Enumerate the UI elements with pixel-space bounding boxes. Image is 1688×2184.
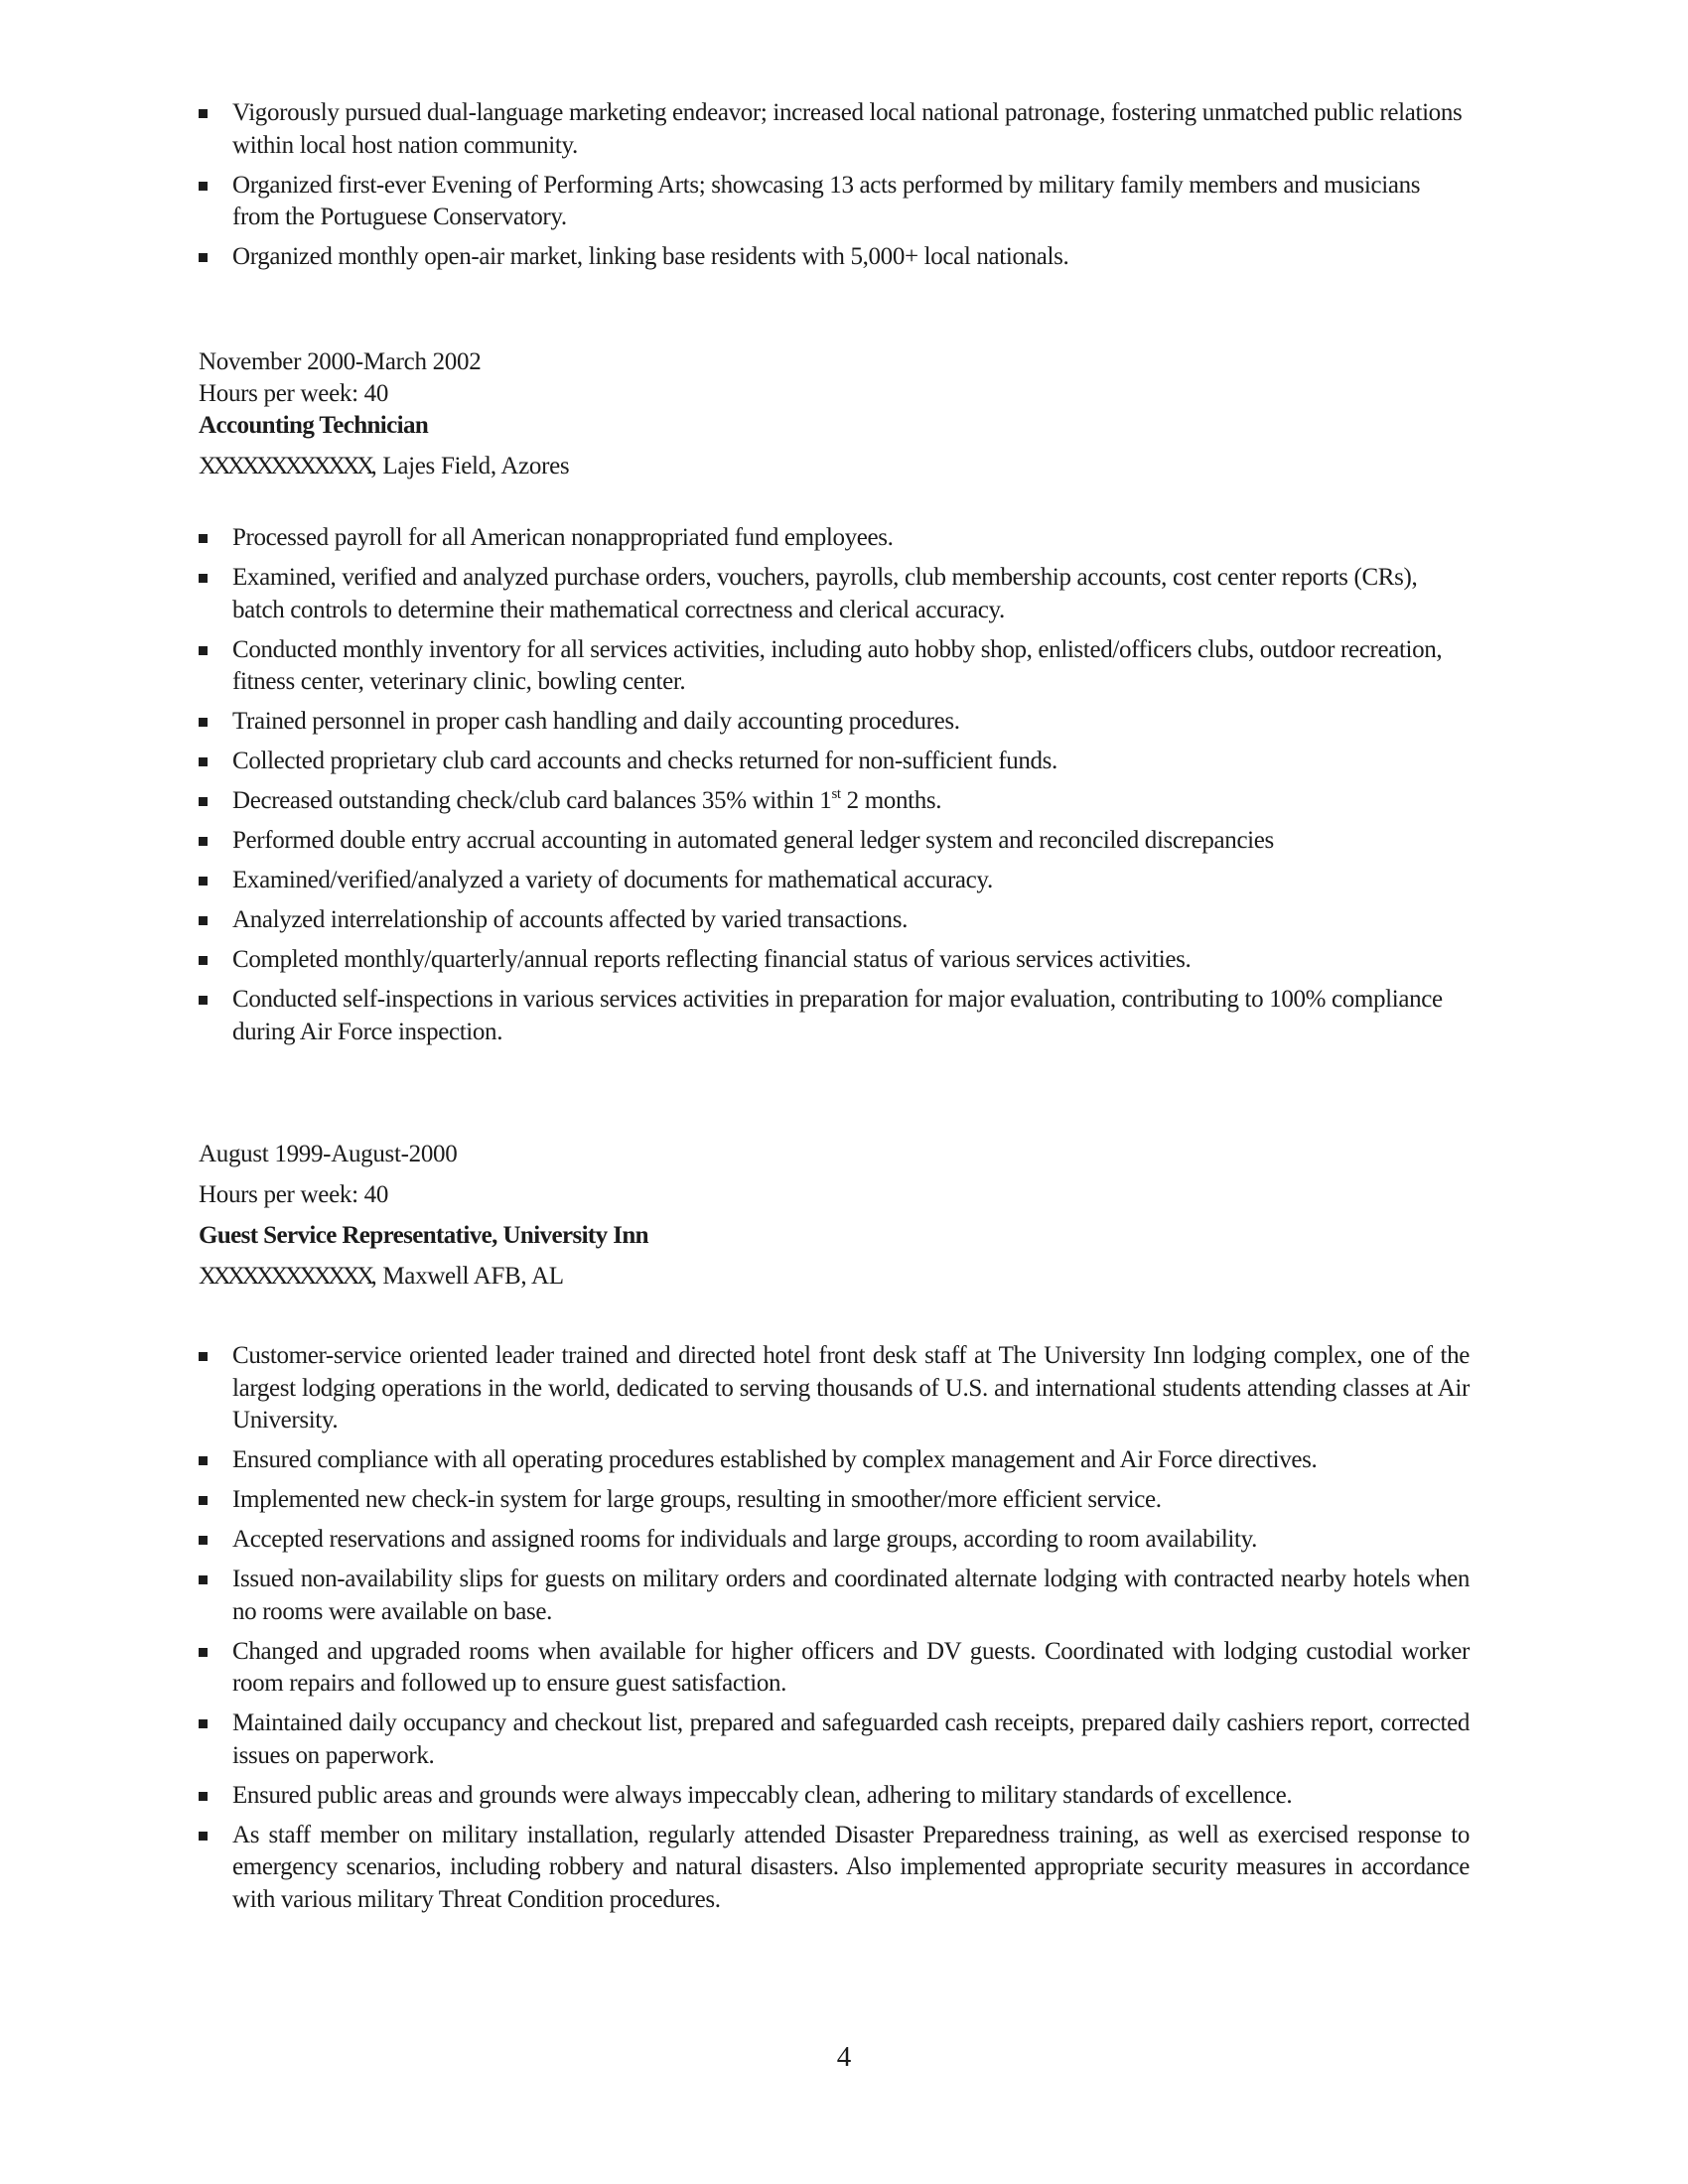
list-item: Changed and upgraded rooms when available for higher officers and DV guests. Coordinated with lodging custodial worker room repairs and followed up to ensure guest satisfaction.: [199, 1636, 1470, 1701]
job-hours: Hours per week: 40: [199, 1181, 389, 1208]
job-location: , Maxwell AFB, AL: [370, 1263, 564, 1290]
bullet-icon: [199, 916, 208, 925]
redacted-employer: XXXXXXXXXXXX: [199, 1263, 371, 1290]
job-title: Accounting Technician: [199, 412, 429, 439]
bullet-icon: [199, 996, 208, 1005]
list-item: Processed payroll for all American nonappropriated fund employees.: [199, 522, 1470, 555]
bullet-icon: [199, 253, 208, 262]
bullet-icon: [199, 1792, 208, 1801]
list-item: Organized monthly open-air market, linking base residents with 5,000+ local nationals.: [199, 241, 1470, 274]
bullet-icon: [199, 757, 208, 766]
list-item: Vigorously pursued dual-language marketing endeavor; increased local national patronage, fostering unmatched public relations within local host nation community.: [199, 97, 1470, 162]
bullet-icon: [199, 877, 208, 886]
list-item: Decreased outstanding check/club card balances 35% within 1st 2 months.: [199, 785, 1470, 818]
redacted-employer: XXXXXXXXXXXX: [199, 453, 371, 479]
bullet-icon: [199, 182, 208, 191]
job-hours: Hours per week: 40: [199, 380, 389, 407]
list-item: Completed monthly/quarterly/annual reports reflecting financial status of various services activities.: [199, 944, 1470, 977]
job-employer-location: [199, 451, 569, 482]
bullet-icon: [199, 718, 208, 727]
list-item: Conducted monthly inventory for all services activities, including auto hobby shop, enlisted/officers clubs, outdoor recreation, fitness center, veterinary clinic, bowling center.: [199, 634, 1470, 699]
bullet-icon: [199, 797, 208, 806]
list-item: Examined/verified/analyzed a variety of documents for mathematical accuracy.: [199, 865, 1470, 897]
accounting-bullet-list: [199, 522, 1470, 1056]
list-item: Accepted reservations and assigned rooms for individuals and large groups, according to room availability.: [199, 1524, 1470, 1557]
job-title: Guest Service Representative, University Inn: [199, 1222, 648, 1249]
list-item: Analyzed interrelationship of accounts affected by varied transactions.: [199, 904, 1470, 937]
list-item: Ensured public areas and grounds were always impeccably clean, adhering to military standards of excellence.: [199, 1780, 1470, 1813]
bullet-icon: [199, 1456, 208, 1465]
bullet-icon: [199, 1575, 208, 1584]
list-item: Trained personnel in proper cash handling and daily accounting procedures.: [199, 706, 1470, 739]
list-item: Examined, verified and analyzed purchase orders, vouchers, payrolls, club membership accounts, cost center reports (CRs), batch controls to determine their mathematical correctness and clerical accuracy.: [199, 562, 1470, 626]
job-dates: November 2000-March 2002: [199, 348, 482, 375]
bullet-icon: [199, 574, 208, 583]
intro-bullet-list: [199, 97, 1470, 281]
list-item: Ensured compliance with all operating procedures established by complex management and Air Force directives.: [199, 1444, 1470, 1477]
bullet-icon: [199, 646, 208, 655]
bullet-icon: [199, 1719, 208, 1728]
page-number: 4: [836, 2041, 852, 2073]
list-item: Collected proprietary club card accounts and checks returned for non-sufficient funds.: [199, 746, 1470, 778]
bullet-icon: [199, 1832, 208, 1841]
list-item: Performed double entry accrual accounting in automated general ledger system and reconciled discrepancies: [199, 825, 1470, 858]
bullet-icon: [199, 1496, 208, 1505]
list-item: Issued non-availability slips for guests on military orders and coordinated alternate lodging with contracted nearby hotels when no rooms were available on base.: [199, 1564, 1470, 1628]
list-item: Maintained daily occupancy and checkout list, prepared and safeguarded cash receipts, prepared daily cashiers report, corrected issues on paperwork.: [199, 1707, 1470, 1772]
job-employer-location: [199, 1261, 564, 1293]
job-location: , Lajes Field, Azores: [370, 453, 570, 479]
list-item: As staff member on military installation, regularly attended Disaster Preparedness training, as well as exercised response to emergency scenarios, including robbery and natural disasters. Also implemented appropriate security measures in accordance with various military Threat Condition procedures.: [199, 1820, 1470, 1917]
bullet-icon: [199, 109, 208, 118]
bullet-icon: [199, 534, 208, 543]
list-item: Implemented new check-in system for large groups, resulting in smoother/more efficient service.: [199, 1484, 1470, 1517]
bullet-icon: [199, 837, 208, 846]
list-item: Conducted self-inspections in various services activities in preparation for major evaluation, contributing to 100% compliance during Air Force inspection.: [199, 984, 1470, 1048]
bullet-icon: [199, 1648, 208, 1657]
guest-service-bullet-list: [199, 1340, 1470, 1924]
job-dates: August 1999-August-2000: [199, 1141, 458, 1167]
list-item: Customer-service oriented leader trained and directed hotel front desk staff at The University Inn lodging complex, one of the largest lodging operations in the world, dedicated to serving thousands of U.S. and international students attending classes at Air University.: [199, 1340, 1470, 1437]
bullet-icon: [199, 1536, 208, 1545]
list-item: Organized first-ever Evening of Performing Arts; showcasing 13 acts performed by military family members and musicians from the Portuguese Conservatory.: [199, 170, 1470, 234]
bullet-icon: [199, 956, 208, 965]
bullet-icon: [199, 1352, 208, 1361]
